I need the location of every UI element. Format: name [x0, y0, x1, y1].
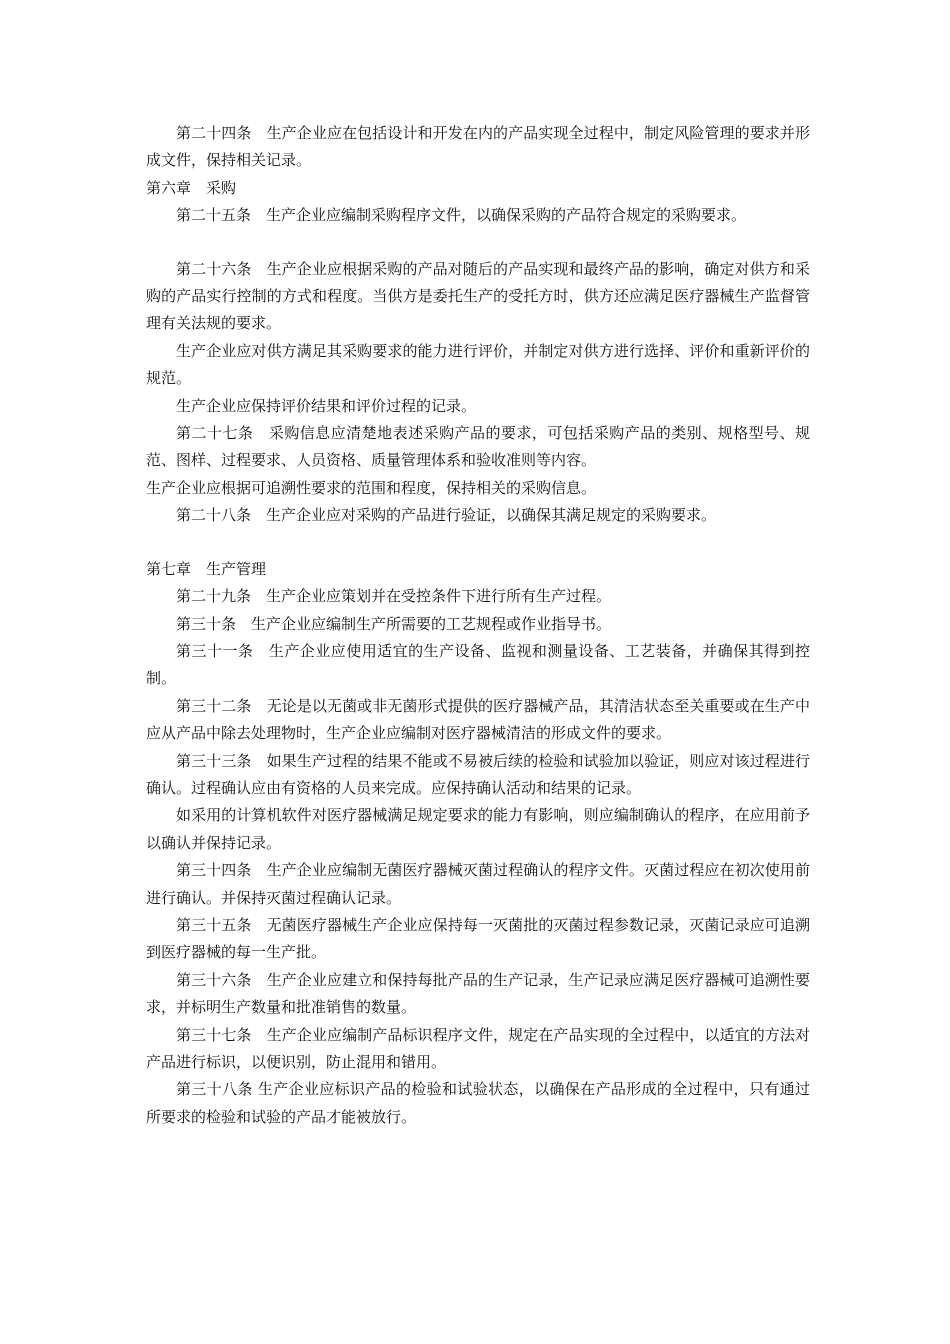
- article-36: 第三十六条 生产企业应建立和保持每批产品的生产记录，生产记录应满足医疗器械可追溯性要求，并标明生产数量和批准销售的数量。: [146, 970, 810, 1017]
- blank-line: [146, 230, 810, 256]
- article-27-paragraph-2: 生产企业应根据可追溯性要求的范围和程度，保持相关的采购信息。: [146, 478, 597, 497]
- article-27: 第二十七条 采购信息应清楚地表述采购产品的要求，可包括采购产品的类别、规格型号、规范、图样、过程要求、人员资格、质量管理体系和验收准则等内容。: [146, 424, 810, 470]
- article-31: 第三十一条 生产企业应使用适宜的生产设备、监视和测量设备、工艺装备，并确保其得到控制。: [146, 641, 810, 688]
- article-25: 第二十五条 生产企业应编制采购程序文件，以确保采购的产品符合规定的采购要求。: [176, 206, 747, 225]
- article-28: 第二十八条 生产企业应对采购的产品进行验证，以确保其满足规定的采购要求。: [176, 506, 717, 525]
- article-33: 第三十三条 如果生产过程的结果不能或不易被后续的检验和试验加以验证，则应对该过程进行确认。过程确认应由有资格的人员来完成。应保持确认活动和结果的记录。: [146, 751, 810, 797]
- article-34: 第三十四条 生产企业应编制无菌医疗器械灭菌过程确认的程序文件。灭菌过程应在初次使用前进行确认。并保持灭菌过程确认记录。: [146, 861, 810, 907]
- article-30: 第三十条 生产企业应编制生产所需要的工艺规程或作业指导书。: [176, 614, 612, 633]
- article-26-paragraph-2: 生产企业应对供方满足其采购要求的能力进行评价，并制定对供方进行选择、评价和重新评价的规范。: [146, 341, 810, 388]
- article-37: 第三十七条 生产企业应编制产品标识程序文件，规定在产品实现的全过程中，以适宜的方法对产品进行标识，以便识别，防止混用和错用。: [146, 1025, 810, 1071]
- article-29: 第二十九条 生产企业应策划并在受控条件下进行所有生产过程。: [176, 587, 612, 606]
- article-33-paragraph-2: 如采用的计算机软件对医疗器械满足规定要求的能力有影响，则应编制确认的程序，在应用前予以确认并保持记录。: [146, 806, 810, 852]
- article-26: 第二十六条 生产企业应根据采购的产品对随后的产品实现和最终产品的影响，确定对供方和采购的产品实行控制的方式和程度。当供方是委托生产的受托方时，供方还应满足医疗器械生产监督管理有关法规的要求。: [146, 259, 810, 333]
- chapter-7-heading: 第七章 生产管理: [146, 559, 267, 578]
- article-26-paragraph-3: 生产企业应保持评价结果和评价过程的记录。: [176, 396, 477, 415]
- article-38: 第三十八条 生产企业应标识产品的检验和试验状态，以确保在产品形成的全过程中，只有通过所要求的检验和试验的产品才能被放行。: [146, 1080, 810, 1126]
- article-35: 第三十五条 无菌医疗器械生产企业应保持每一灭菌批的灭菌过程参数记录，灭菌记录应可追溯到医疗器械的每一生产批。: [146, 915, 810, 962]
- blank-line: [146, 530, 810, 556]
- article-32: 第三十二条 无论是以无菌或非无菌形式提供的医疗器械产品，其清洁状态至关重要或在生产中应从产品中除去处理物时，生产企业应编制对医疗器械清洁的形成文件的要求。: [146, 696, 810, 743]
- article-24: 第二十四条 生产企业应在包括设计和开发在内的产品实现全过程中，制定风险管理的要求并形成文件，保持相关记录。: [146, 124, 810, 170]
- document-page: [146, 120, 810, 1131]
- chapter-6-heading: 第六章 采购: [146, 178, 237, 197]
